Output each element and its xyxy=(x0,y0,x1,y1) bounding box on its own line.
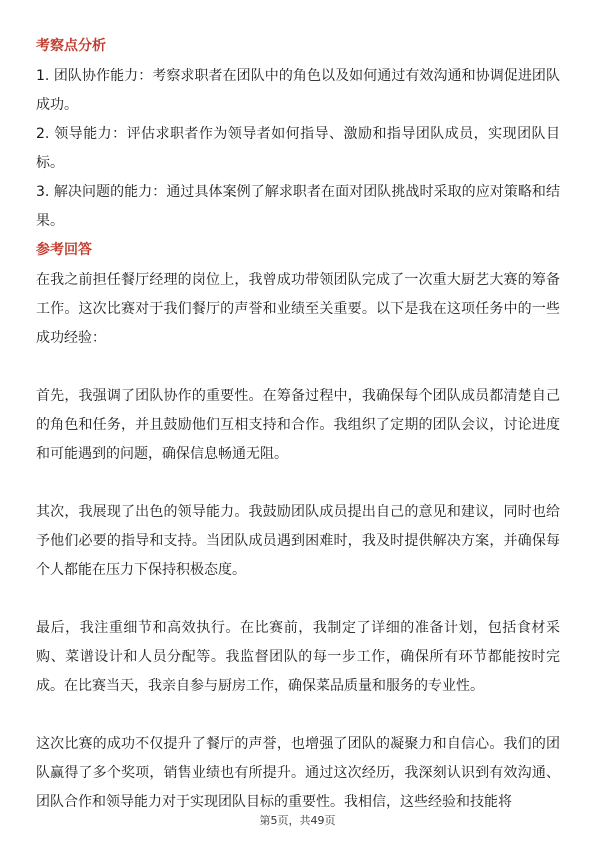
answer-paragraph-2: 首先，我强调了团队协作的重要性。在筹备过程中，我确保每个团队成员都清楚自己的角色和任务，并且鼓励他们互相支持和合作。我组织了定期的团队会议，讨论进度和可能遇到的问题，确保信息畅通无阻。 xyxy=(36,388,560,462)
page-number: 第5页，共49页 xyxy=(259,814,336,827)
document-page xyxy=(36,36,560,817)
answer-heading: 参考回答 xyxy=(36,242,92,258)
analysis-item-2: 2. 领导能力：评估求职者作为领导者如何指导、激励和指导团队成员，实现团队目标。 xyxy=(36,126,560,171)
analysis-heading: 考察点分析 xyxy=(36,38,106,54)
answer-paragraph-4: 最后，我注重细节和高效执行。在比赛前，我制定了详细的准备计划，包括食材采购、菜谱设计和人员分配等。我监督团队的每一步工作，确保所有环节都能按时完成。在比赛当天，我亲自参与厨房工作，确保菜品质量和服务的专业性。 xyxy=(36,620,560,694)
answer-paragraph-5: 这次比赛的成功不仅提升了餐厅的声誉，也增强了团队的凝聚力和自信心。我们的团队赢得了多个奖项，销售业绩也有所提升。通过这次经历，我深刻认识到有效沟通、团队合作和领导能力对于实现团队目标的重要性。我相信，这些经验和技能将 xyxy=(36,736,560,810)
answer-paragraph-3: 其次，我展现了出色的领导能力。我鼓励团队成员提出自己的意见和建议，同时也给予他们必要的指导和支持。当团队成员遇到困难时，我及时提供解决方案，并确保每个人都能在压力下保持积极态度。 xyxy=(36,504,560,578)
answer-paragraph-1: 在我之前担任餐厅经理的岗位上，我曾成功带领团队完成了一次重大厨艺大赛的筹备工作。这次比赛对于我们餐厅的声誉和业绩至关重要。以下是我在这项任务中的一些成功经验： xyxy=(36,272,560,346)
analysis-item-1: 1. 团队协作能力：考察求职者在团队中的角色以及如何通过有效沟通和协调促进团队成功。 xyxy=(36,68,560,113)
analysis-item-3: 3. 解决问题的能力：通过具体案例了解求职者在面对团队挑战时采取的应对策略和结果。 xyxy=(36,184,560,229)
